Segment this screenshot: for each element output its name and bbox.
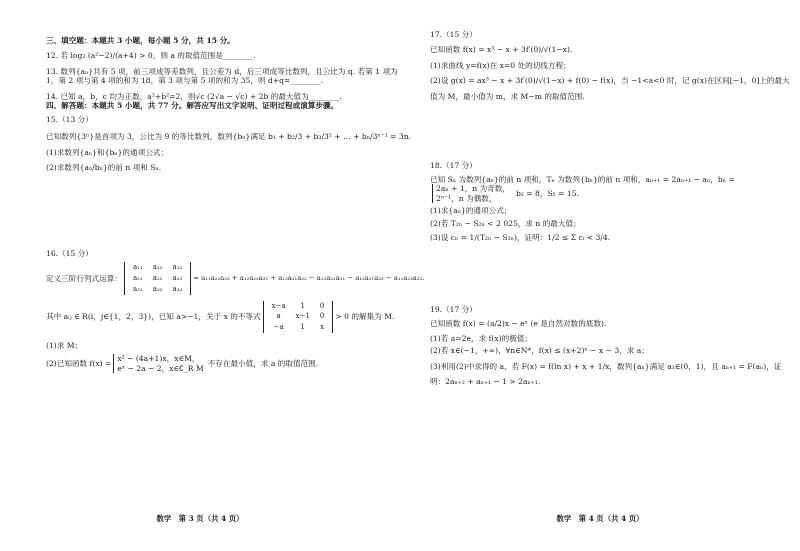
question-15-stem: 已知数列{3ⁿ}是首项为 3，公比为 9 的等比数列，数列{bₙ}满足 b₁ + b₂/3 + b₃/3² + … + bₙ/3ⁿ⁻¹ = 3n. <box>46 132 412 142</box>
det-cell: a₁₁ <box>132 263 143 272</box>
det-cell: a₃₁ <box>132 284 143 293</box>
q16-def-rhs: = a₁₁a₂₂a₃₃ + a₁₂a₂₃a₃₁ + a₁₃a₂₁a₃₂ − a₁₃a₂₂a₃₁ − a₁₂a₂₁a₃₃ − a₁₁a₂₃a₃₂. <box>193 274 425 283</box>
det-cell: 1 <box>300 301 306 310</box>
question-17-head: 17.（15 分） <box>430 30 477 39</box>
question-17-part-2-line-2: 值为 M，最小值为 m，求 M−m 的取值范围. <box>430 91 585 101</box>
q16-def-prefix: 定义三阶行列式运算： <box>46 273 122 283</box>
q16-p2-suffix: 不存在最小值，求 a 的取值范围. <box>207 359 319 369</box>
piecewise-brace <box>432 184 510 203</box>
question-16-definition <box>46 262 425 294</box>
piecewise-case-1: x² − (4a+1)x，x∈M， <box>117 354 200 364</box>
question-18-part-3: (3)设 cₙ = 1/(T₂ₙ − S₂ₙ)，证明：1/2 ≤ Σ cᵢ < 3/4. <box>430 233 611 243</box>
question-16-part-1: (1)求 M； <box>46 340 83 350</box>
det-cell: a₂₁ <box>132 274 143 283</box>
question-18-piecewise <box>430 184 780 203</box>
question-17-part-1: (1)求曲线 y=f(x)在 x=0 处的切线方程； <box>430 60 571 70</box>
question-16-part-2 <box>46 354 378 373</box>
det-cell: 0 <box>319 301 325 310</box>
determinant-generic <box>124 262 191 294</box>
q16-p2-prefix: (2)已知函数 f(x) = <box>46 359 112 369</box>
det-cell: x−a <box>271 301 286 310</box>
page-footer: 数学 第 3 页（共 4 页） <box>156 513 244 523</box>
det-cell: x−1 <box>295 312 310 321</box>
det-cell: a₃₃ <box>172 284 183 293</box>
page-4 <box>400 0 800 551</box>
question-18-part-2: (2)若 T₂ₙ − S₂ₙ < 2 025，求 n 的最大值； <box>430 218 581 228</box>
question-17-part-2-line-1: (2)设 g(x) = ax³ − x + 3f′(0)/√(1−x) + f(0) − f(x)，当 −1<a<0 时，记 g(x)在区间[−1，0]上的最大 <box>430 76 790 86</box>
question-18-part-1: (1)求{aₙ}的通项公式； <box>430 206 512 216</box>
question-18-head: 18.（17 分） <box>430 161 477 171</box>
det-cell: a₁₃ <box>172 263 183 272</box>
question-16-head: 16.（15 分） <box>46 248 93 258</box>
piecewise-case-2: eˣ − 2a − 2，x∈∁_R M <box>117 363 204 373</box>
piecewise-case-2: 2ⁿ⁻¹，n 为偶数， <box>436 193 497 203</box>
det-cell: a <box>276 312 281 321</box>
question-13-line-2: 1，第 2 项与第 4 项的和为 18，第 3 项与第 5 项的和为 35，则 d+q=________. <box>46 76 324 86</box>
question-19-part-3-line-2: 明：2aₙ₊₂ + aₙ₊₁ − 1 > 2aₙ₊₁. <box>430 377 541 387</box>
question-13-line-1: 13. 数列{aₙ}共有 5 项，前三项成等差数列，且公差为 d，后三项成等比数列，且公比为 q. 若第 1 项为 <box>46 66 398 76</box>
q16-ineq-suffix: > 0 的解集为 M. <box>335 311 395 321</box>
question-19-part-2: (2)若 x∈(−1，+∞)，∀n∈N*，f(x) ≤ (x+2)ⁿ − x − 3，求 a； <box>430 346 649 356</box>
det-cell: −a <box>273 323 284 332</box>
question-19-part-1: (1)若 a=2e，求 f(x)的极值； <box>430 333 532 343</box>
determinant-inequality <box>263 301 334 333</box>
piecewise-brace <box>113 354 203 373</box>
question-15-part-1: (1)求数列{aₙ}和{bₙ}的通项公式； <box>46 147 168 157</box>
det-cell: a₁₂ <box>152 263 163 272</box>
question-18-stem: 已知 Sₙ 为数列{aₙ}的前 n 项和，Tₙ 为数列{bₙ}的前 n 项和，aₙ₊₁ = 2aₙ₊₁ − aₙ，bₙ = <box>430 174 735 184</box>
page-footer: 数学 第 4 页（共 4 页） <box>556 513 644 523</box>
q18-case-tail: b₂ = 8，S₅ = 15. <box>515 189 579 199</box>
question-19-head: 19.（17 分） <box>430 304 477 314</box>
question-14: 14. 已知 a，b，c 均为正数，a²+b²=2，则√c (2√a − √c) + 2b 的最大值为________. <box>46 91 342 101</box>
question-12: 12. 若 log₂ (a²−2)/(a+4) > 0，则 a 的取值范围是________. <box>46 51 256 61</box>
question-15-part-2: (2)求数列{aₙ/bₙ}的前 n 项和 Sₙ. <box>46 163 162 173</box>
det-cell: 1 <box>300 323 306 332</box>
piecewise-case-1: 2aₙ + 1，n 为奇数， <box>436 184 510 194</box>
question-19-part-3-line-1: (3)利用(2)中求得的 a，若 F(x) = f(ln x) + x + 1/x，数列{aₙ}满足 a₁∈(0，1)，且 aₙ₊₁ = F(aₙ)，证 <box>430 361 782 371</box>
section-4-header: 四、解答题：本题共 5 小题，共 77 分。解答应写出文字说明、证明过程或演算步骤。 <box>46 101 339 111</box>
question-19-stem: 已知函数 f(x) = (a/2)x − eˣ (e 是自然对数的底数). <box>430 319 607 329</box>
section-3-header: 三、填空题：本题共 3 小题，每小题 5 分，共 15 分。 <box>46 36 235 45</box>
question-15-head: 15.（13 分） <box>46 114 93 124</box>
question-16-inequality <box>46 301 395 333</box>
det-cell: 0 <box>319 312 325 321</box>
det-cell: x <box>320 323 325 332</box>
q16-ineq-prefix: 其中 aᵢⱼ ∈ R(i，j∈{1，2，3})，已知 a>−1，关于 x 的不等式 <box>46 311 261 321</box>
det-cell: a₂₂ <box>152 274 163 283</box>
question-17-stem: 已知函数 f(x) = x³ − x + 3f′(0)/√(1−x). <box>430 45 573 55</box>
det-cell: a₂₃ <box>172 274 183 283</box>
det-cell: a₃₂ <box>152 284 163 293</box>
